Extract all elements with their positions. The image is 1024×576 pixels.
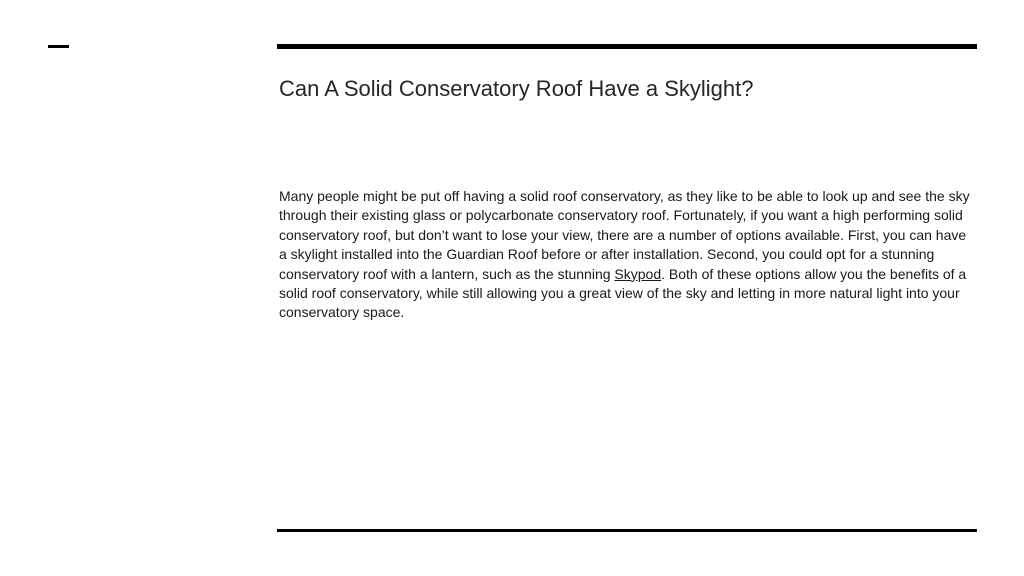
skypod-link[interactable]: Skypod [614,265,662,282]
top-divider-rule [277,44,977,49]
slide-title: Can A Solid Conservatory Roof Have a Skylight? [279,76,754,101]
slide-body-paragraph [279,187,973,323]
body-text-after-link: . Both of these options allow you the benefits of a solid roof conservatory, while still allowing you a great view of the sky and letting in more natural light into your conservatory space. [279,265,967,321]
bottom-divider-rule [277,529,977,532]
corner-dash-decoration [48,45,69,48]
body-text-before-link: Many people might be put off having a solid roof conservatory, as they like to be able to look up and see the sky through their existing glass or polycarbonate conservatory roof. Fortunately, if you want a high performing solid conservatory roof, but don’t want to lose your view, there are a number of options available. First, you can have a skylight installed into the Guardian Roof before or after installation. Second, you could opt for a stunning conservatory roof with a lantern, such as the stunning [279,188,970,282]
